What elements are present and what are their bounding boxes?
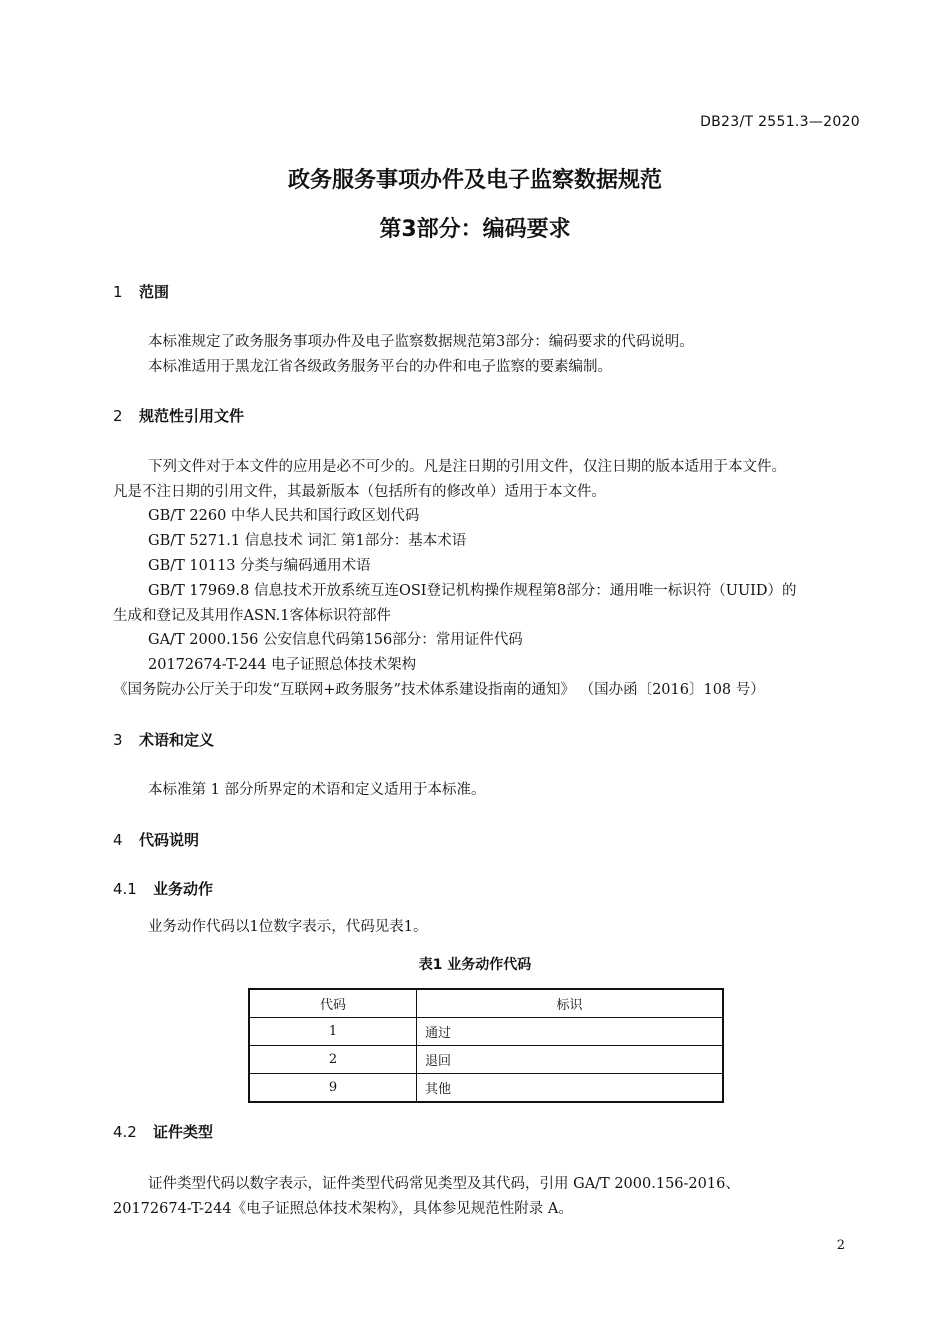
- section-title: 业务动作: [153, 880, 214, 898]
- section-3-heading: [113, 729, 214, 750]
- table-caption: 表1 业务动作代码: [418, 957, 532, 973]
- paragraph: 证件类型代码以数字表示，证件类型代码常见类型及其代码，引用 GA/T 2000.156-2016、: [148, 1176, 740, 1192]
- label-cell: 退回: [417, 1046, 724, 1074]
- paragraph: 20172674-T-244《电子证照总体技术架构》，具体参见规范性附录 A。: [113, 1201, 573, 1217]
- section-title: 术语和定义: [139, 731, 215, 749]
- paragraph: 下列文件对于本文件的应用是必不可少的。凡是注日期的引用文件，仅注日期的版本适用于本文件。: [148, 459, 786, 475]
- reference-item: 20172674-T-244 电子证照总体技术架构: [148, 657, 417, 673]
- section-number: 1: [113, 283, 123, 301]
- section-title: 证件类型: [153, 1123, 214, 1141]
- section-title: 范围: [139, 283, 170, 301]
- table-header-row: [249, 989, 723, 1018]
- paragraph: 本标准适用于黑龙江省各级政务服务平台的办件和电子监察的要素编制。: [148, 359, 612, 375]
- paragraph: 本标准第 1 部分所界定的术语和定义适用于本标准。: [148, 782, 486, 798]
- section-number: 2: [113, 407, 123, 425]
- document-title: 政务服务事项办件及电子监察数据规范: [287, 168, 662, 193]
- page-number: 2: [836, 1238, 845, 1253]
- section-4-2-heading: [113, 1121, 213, 1142]
- column-header-label: 标识: [417, 989, 724, 1018]
- section-1-heading: [113, 281, 169, 302]
- section-number: 3: [113, 731, 123, 749]
- table-row: [249, 1074, 723, 1103]
- paragraph: 本标准规定了政务服务事项办件及电子监察数据规范第3部分：编码要求的代码说明。: [148, 334, 694, 350]
- reference-item: GB/T 10113 分类与编码通用术语: [148, 558, 371, 574]
- section-4-1-heading: [113, 878, 213, 899]
- section-number: 4.1: [113, 880, 137, 898]
- label-cell: 通过: [417, 1018, 724, 1046]
- code-cell: 1: [249, 1018, 417, 1046]
- reference-item: GB/T 17969.8 信息技术开放系统互连OSI登记机构操作规程第8部分：通用唯一标识符（UUID）的: [148, 583, 797, 599]
- business-action-code-table: [248, 988, 724, 1103]
- label-cell: 其他: [417, 1074, 724, 1103]
- code-cell: 9: [249, 1074, 417, 1103]
- section-title: 规范性引用文件: [139, 407, 245, 425]
- reference-item-continued: 生成和登记及其用作ASN.1客体标识符部件: [113, 608, 391, 624]
- document-code: DB23/T 2551.3—2020: [700, 114, 860, 130]
- section-number: 4.2: [113, 1123, 137, 1141]
- column-header-code: 代码: [249, 989, 417, 1018]
- section-number: 4: [113, 831, 123, 849]
- section-2-heading: [113, 405, 244, 426]
- document-subtitle: 第3部分：编码要求: [379, 217, 571, 242]
- reference-item: GB/T 2260 中华人民共和国行政区划代码: [148, 508, 420, 524]
- paragraph: 业务动作代码以1位数字表示，代码见表1。: [148, 919, 428, 935]
- code-cell: 2: [249, 1046, 417, 1074]
- reference-item: 《国务院办公厅关于印发“互联网+政务服务”技术体系建设指南的通知》 （国办函〔2016〕108 号）: [113, 682, 765, 698]
- reference-item: GB/T 5271.1 信息技术 词汇 第1部分：基本术语: [148, 533, 467, 549]
- reference-item: GA/T 2000.156 公安信息代码第156部分：常用证件代码: [148, 632, 523, 648]
- section-title: 代码说明: [139, 831, 200, 849]
- table-row: [249, 1018, 723, 1046]
- section-4-heading: [113, 829, 199, 850]
- paragraph: 凡是不注日期的引用文件，其最新版本（包括所有的修改单）适用于本文件。: [113, 484, 606, 500]
- table-row: [249, 1046, 723, 1074]
